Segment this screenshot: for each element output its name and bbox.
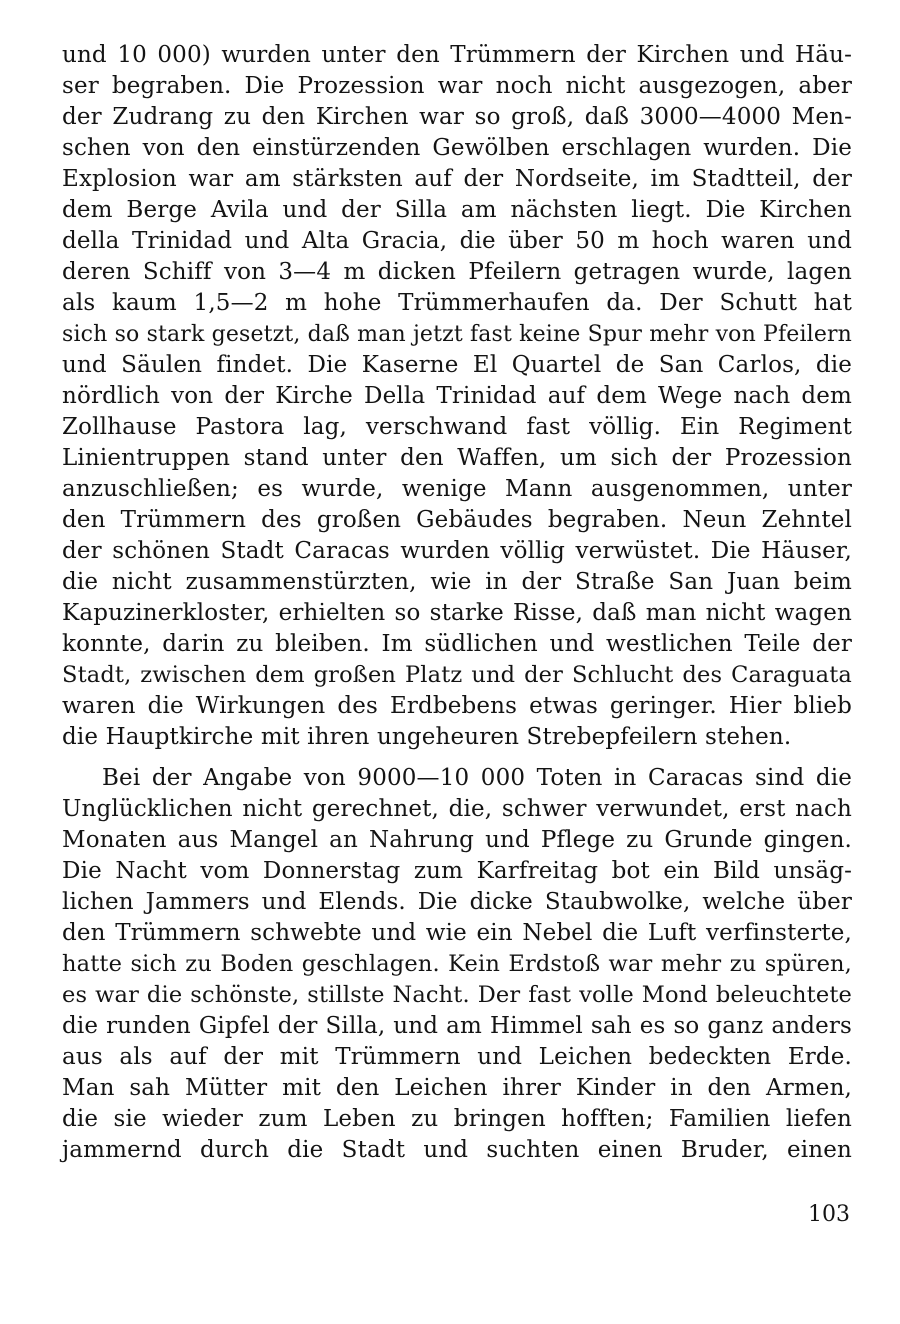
text-line: den Trümmern des großen Gebäudes begraben. Neun Zehntel: [62, 507, 852, 533]
text-line: Die Nacht vom Donnerstag zum Karfreitag bot ein Bild unsäg-: [62, 858, 852, 884]
text-line: ser begraben. Die Prozession war noch nicht ausgezogen, aber: [62, 73, 852, 99]
text-line: die sie wieder zum Leben zu bringen hofften; Familien liefen: [62, 1106, 852, 1132]
text-line: hatte sich zu Boden geschlagen. Kein Erdstoß war mehr zu spüren,: [62, 951, 852, 977]
text-line: Zollhause Pastora lag, verschwand fast völlig. Ein Regiment: [62, 414, 852, 440]
page-number: 103: [808, 1202, 850, 1227]
text-line: nördlich von der Kirche Della Trinidad auf dem Wege nach dem: [62, 383, 852, 409]
paragraph-1: [62, 40, 852, 753]
text-line: jammernd durch die Stadt und suchten einen Bruder, einen: [62, 1137, 852, 1163]
text-line: Stadt, zwischen dem großen Platz und der Schlucht des Caraguata: [62, 662, 852, 688]
text-line: der schönen Stadt Caracas wurden völlig verwüstet. Die Häuser,: [62, 538, 852, 564]
text-line: es war die schönste, stillste Nacht. Der fast volle Mond beleuchtete: [62, 982, 852, 1008]
text-line: konnte, darin zu bleiben. Im südlichen und westlichen Teile der: [62, 631, 852, 657]
text-line: Man sah Mütter mit den Leichen ihrer Kinder in den Armen,: [62, 1075, 852, 1101]
text-line: Explosion war am stärksten auf der Nordseite, im Stadtteil, der: [62, 166, 852, 192]
text-line: den Trümmern schwebte und wie ein Nebel die Luft verfinsterte,: [62, 920, 852, 946]
text-line: schen von den einstürzenden Gewölben erschlagen wurden. Die: [62, 135, 852, 161]
text-line: aus als auf der mit Trümmern und Leichen bedeckten Erde.: [62, 1044, 852, 1070]
text-line: della Trinidad und Alta Gracia, die über 50 m hoch waren und: [62, 228, 852, 254]
paragraph-2: [62, 763, 852, 1166]
text-line: Monaten aus Mangel an Nahrung und Pflege zu Grunde gingen.: [62, 827, 852, 853]
text-line: deren Schiff von 3—4 m dicken Pfeilern getragen wurde, lagen: [62, 259, 852, 285]
text-line: anzuschließen; es wurde, wenige Mann ausgenommen, unter: [62, 476, 852, 502]
text-line: Linientruppen stand unter den Waffen, um sich der Prozession: [62, 445, 852, 471]
text-line: Kapuzinerkloster, erhielten so starke Risse, daß man nicht wagen: [62, 600, 852, 626]
text-line: Bei der Angabe von 9000—10 000 Toten in Caracas sind die: [102, 765, 852, 791]
text-line: als kaum 1,5—2 m hohe Trümmerhaufen da. Der Schutt hat: [62, 290, 852, 316]
text-line: die nicht zusammenstürzten, wie in der Straße San Juan beim: [62, 569, 852, 595]
text-line: waren die Wirkungen des Erdbebens etwas geringer. Hier blieb: [62, 693, 852, 719]
text-line: der Zudrang zu den Kirchen war so groß, daß 3000—4000 Men-: [62, 104, 852, 130]
text-line: dem Berge Avila und der Silla am nächsten liegt. Die Kirchen: [62, 197, 852, 223]
text-line: lichen Jammers und Elends. Die dicke Staubwolke, welche über: [62, 889, 852, 915]
body-text: [62, 40, 852, 1166]
text-line: sich so stark gesetzt, daß man jetzt fast keine Spur mehr von Pfeilern: [62, 322, 852, 347]
text-line: und Säulen findet. Die Kaserne El Quartel de San Carlos, die: [62, 352, 852, 378]
text-line: Unglücklichen nicht gerechnet, die, schwer verwundet, erst nach: [62, 796, 852, 822]
text-line: und 10 000) wurden unter den Trümmern der Kirchen und Häu-: [62, 42, 852, 68]
text-line: die runden Gipfel der Silla, und am Himmel sah es so ganz anders: [62, 1013, 852, 1039]
text-line: die Hauptkirche mit ihren ungeheuren Strebepfeilern stehen.: [62, 724, 792, 750]
